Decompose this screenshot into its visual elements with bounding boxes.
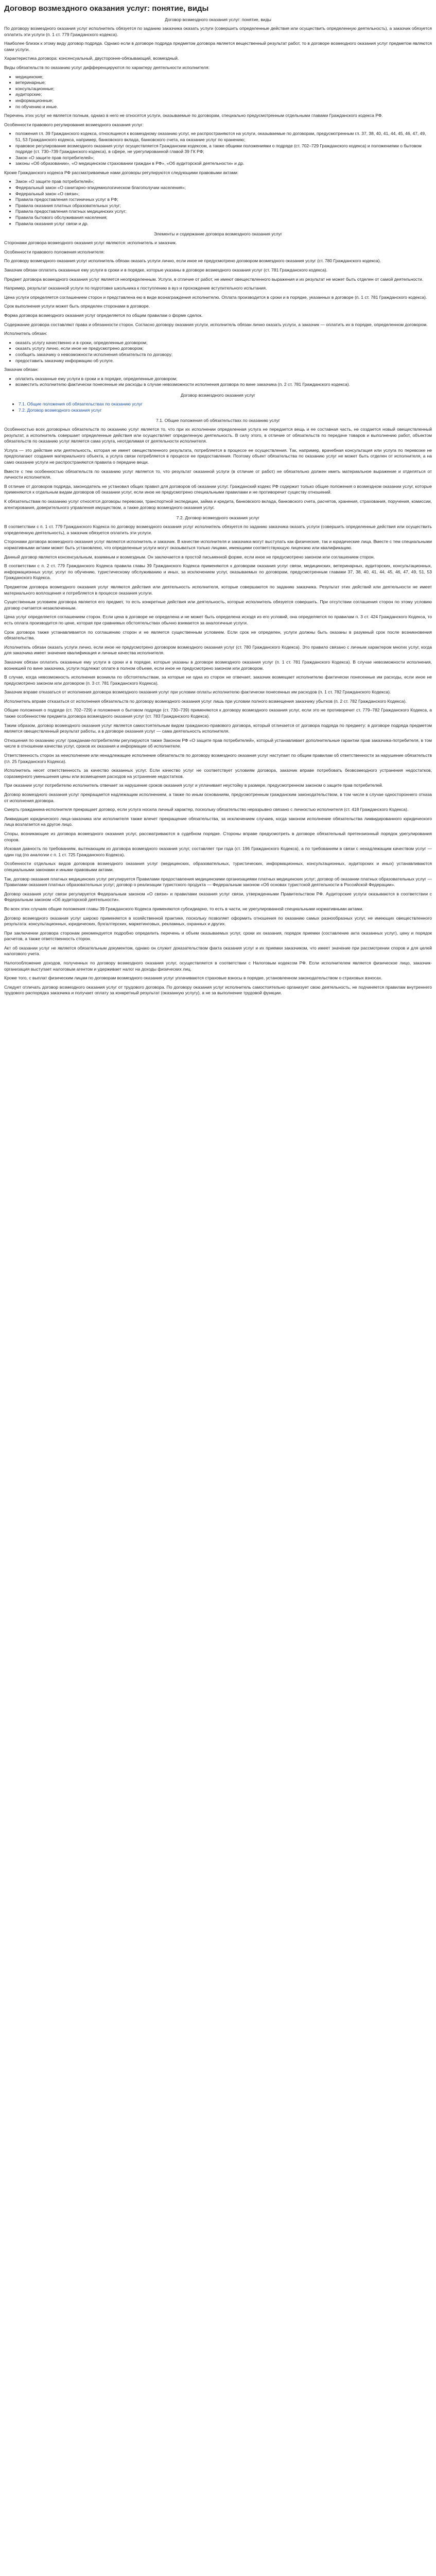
paragraph: Услуга — это действие или деятельность, которая не имеет овеществленного результата, потребляется в процессе ее осуществления. Так, например, врачебная консультация или услуга по перевозке не предполагают создания материального объекта, а услуга связи потребляется в процессе ее предоставления. Поэтому объект обязательства по оказанию услуг не может быть отделен от исполнителя, а на само оказание услуги не распространяются правила о передаче вещи. [4,447,432,465]
list-item: • законы «Об образовании», «О медицинском страховании граждан в РФ», «Об аудиторской деятельности» и др. [15,161,432,167]
paragraph: Характеристика договора: консенсуальный, двусторонне-обязывающий, возмездный. [4,56,179,61]
paragraph: Существенным условием договора является его предмет, то есть конкретные действия или деятельность, которые исполнитель обязуется совершить. При отсутствии соглашения сторон по этому условию договор считается незаключенным. [4,599,432,611]
toc-link-section-7-1[interactable]: 7.1. Общие положения об обязательствах по оказанию услуг [19,401,143,406]
paragraph: Кроме Гражданского кодекса РФ рассматриваемые нами договоры регулируются следующими правовыми актами: [4,170,239,175]
paragraph: Ответственность сторон за неисполнение или ненадлежащее исполнение обязательств по договору возмездного оказания услуг наступает по общим правилам об ответственности за нарушение обязательств (гл. 25 Гражданского Кодекса). [4,753,432,764]
paragraph: Отношения по оказанию услуг гражданам-потребителям регулируются также Законом РФ «О защите прав потребителей», который устанавливает дополнительные гарантии прав заказчика-потребителя, в том числе в отношении качества услуг, сроков их оказания и информации об исполнителе. [4,737,432,749]
paragraph: Споры, возникающие из договора возмездного оказания услуг, рассматриваются в судебном порядке. Стороны вправе предусмотреть в договоре обязательный претензионный порядок урегулирования споров. [4,831,432,842]
list-item: • Закон «О защите прав потребителей»; [15,155,432,161]
paragraph: Цена услуги определяется соглашением сторон и представлена ею в виде вознаграждения исполнителю. Оплата производится в сроки и в порядке, указанных в договоре (п. 1 ст. 781 Гражданского кодекса). [4,294,427,300]
toc-link-section-7-2[interactable]: 7.2. Договор возмездного оказания услуг [19,407,102,413]
paragraph: Перечень этих услуг не является полным, однако в него не относятся услуги, оказываемые по договорам, специально предусмотренным отдельными главами Гражданского кодекса РФ. [4,113,383,118]
paragraph: Исковая давность по требованиям, вытекающим из договора возмездного оказания услуг, составляет три года (ст. 196 Гражданского Кодекса), а по требованиям в связи с ненадлежащим качеством услуг — один год (по аналогии с п. 1 ст. 725 Гражданского Кодекса). [4,846,432,857]
paragraph: Общие положения о подряде (ст. 702–729) и положения о бытовом подряде (ст. 730–739) применяются к договору возмездного оказания услуг, если это не противоречит ст. 779–782 Гражданского Кодекса, а также особенностям предмета договора возмездного оказания услуг (ст. 783 Гражданского Кодекса). [4,707,432,719]
executor-duties-list [4,340,432,364]
paragraph: Заказчик обязан оплатить оказанные ему услуги в сроки и в порядке, которые указаны в договоре возмездного оказания услуг (п. 1 ст. 781 Гражданского Кодекса). В случае невозможности исполнения, возникшей по вине заказчика, услуги подлежат оплате в полном объеме, если иное не предусмотрено законом или договором. [4,659,432,671]
paragraph: Форма договора возмездного оказания услуг определяется по общим правилам о форме сделок. [4,312,203,318]
paragraph: Исполнитель несет ответственность за качество оказанных услуг. Если качество услуг не соответствует условиям договора, заказчик вправе потребовать безвозмездного устранения недостатков, соразмерного уменьшения цены или возмещения расходов на устранение недостатков. [4,768,432,779]
paragraph: Особенности правового регулирования возмездного оказания услуг: [4,122,144,127]
paragraph: Исполнитель обязан: [4,331,47,336]
paragraph: Заказчик обязан: [4,367,39,372]
paragraph: Цена услуг определяется соглашением сторон. Если цена в договоре не определена и не может быть определена исходя из его условий, она определяется по правилам п. 3 ст. 424 Гражданского Кодекса, то есть оплата производится по цене, которая при сравнимых обстоятельствах обычно взимается за аналогичные услуги. [4,614,432,625]
list-item: • оказать услугу качественно и в сроки, определенные договором; [15,340,432,346]
document-subtitle: Договор возмездного оказания услуг: понятие, виды [165,17,271,22]
page-title: Договор возмездного оказания услуг: понятие, виды [4,4,209,13]
paragraph: Сторонами договора возмездного оказания услуг являются исполнитель и заказчик. В качестве исполнителя и заказчика могут выступать как физические, так и юридические лица. Вместе с тем специальными нормативными актами может быть установлено, что определенные услуги могут оказываться только лицами, имеющими соответствующую лицензию или квалификацию. [4,539,432,550]
paragraph: При заключении договора сторонам рекомендуется подробно определить перечень и объем оказываемых услуг, сроки их оказания, порядок приемки (составление акта оказанных услуг), цену и порядок расчетов, а также ответственность сторон. [4,930,432,942]
toc-item [19,401,432,408]
paragraph: Кроме того, с выплат физическим лицам по договорам возмездного оказания услуг уплачиваются страховые взносы в порядке, установленном законодательством о страховых взносах. [4,975,382,981]
paragraph: Сторонами договора возмездного оказания услуг являются: исполнитель и заказчик. [4,240,177,246]
list-item: • возместить исполнителю фактически понесенные им расходы в случае невозможности исполнения договора по вине заказчика (п. 2 ст. 781 Гражданского кодекса). [15,382,432,388]
paragraph: Так, договор оказания платных медицинских услуг регулируется Правилами предоставления медицинскими организациями платных медицинских услуг; договор об оказании платных образовательных услуг — Правилами оказания платных образовательных услуг; договор о реализации туристского продукта — Федеральным законом «Об основах туристской деятельности в Российской Федерации». [4,876,432,888]
paragraph: Виды обязательств по оказанию услуг дифференцируются по характеру деятельности исполнителя: [4,64,210,70]
paragraph: Смерть гражданина-исполнителя прекращает договор, если услуга носила личный характер, поскольку обязательство неразрывно связано с личностью исполнителя (ст. 418 Гражданского Кодекса). [4,807,409,812]
list-item: • Закон «О защите прав потребителей»; [15,179,432,185]
list-item: • ветеринарные; [15,80,432,86]
toc-heading: Договор возмездного оказания услуг [181,392,255,398]
list-item: • аудиторские; [15,92,432,98]
table-of-contents [4,401,432,413]
paragraph: Содержание договора составляют права и обязанности сторон. Согласно договору оказания услуги, исполнитель обязан лично оказать услуги, а заказчик — оплатить их в порядке, определенном договором. [4,321,428,327]
section-heading-7-1: 7.1. Общие положения об обязательствах по оказанию услуг [156,418,280,423]
list-item: • Правила оказания услуг связи и др. [15,221,432,227]
paragraph: Договор возмездного оказания услуг прекращается надлежащим исполнением, а также по иным основаниям, предусмотренным гражданским законодательством, в том числе в случае одностороннего отказа от исполнения договора. [4,792,432,803]
paragraph: Исполнитель обязан оказать услуги лично, если иное не предусмотрено договором возмездного оказания услуг (ст. 780 Гражданского Кодекса). Это правило связано с личным характером многих услуг, когда для заказчика имеет значение квалификация и личные качества исполнителя. [4,644,432,656]
paragraph: В случае, когда невозможность исполнения возникла по обстоятельствам, за которые ни одна из сторон не отвечает, заказчик возмещает исполнителю фактически понесенные им расходы, если иное не предусмотрено законом или договором (п. 3 ст. 781 Гражданского Кодекса). [4,674,432,686]
paragraph: Во всех этих случаях общие положения главы 39 Гражданского Кодекса применяются субсидиарно, то есть в части, не урегулированной специальными нормативными актами. [4,906,363,911]
paragraph: Заказчик обязан оплатить оказанные ему услуги в сроки и в порядке, которые указаны в договоре возмездного оказания услуг (ст. 781 Гражданского кодекса). [4,267,327,273]
paragraph: Наиболее близок к этому виду договор подряда. Однако если в договоре подряда предметом договора является вещественный результат работ, то в договоре возмездного оказания услуг предметом являются сами услуги. [4,41,432,52]
section-heading: Элементы и содержание договора возмездного оказания услуг [153,231,283,237]
list-item: • Правила оказания платных образовательных услуг; [15,203,432,209]
paragraph: По договору возмездного оказания услуг исполнитель обязан оказать услуги лично, если иное не предусмотрено договором возмездного оказания услуг (ст. 780 Гражданского кодекса). [4,258,381,264]
paragraph: К обязательствам по оказанию услуг относятся договоры перевозки, транспортной экспедиции, займа и кредита, банковского вклада, банковского счета, расчетов, хранения, страхования, поручения, комиссии, агентирования, доверительного управления имуществом, а также договор возмездного оказания услуг. [4,499,432,510]
paragraph: Договор оказания услуг связи регулируется Федеральным законом «О связи» и правилами оказания услуг связи, утвержденными Правительством РФ. Аудиторские услуги оказываются в соответствии с Федеральным законом «Об аудиторской деятельности». [4,891,432,903]
list-item: • по обучению и иные. [15,104,432,110]
document [0,0,436,1006]
paragraph: Предмет договора возмездного оказания услуг является неопределенным. Услуги, в отличие от работ, не имеют овеществленного выражения и их результат не может быть отделен от самой деятельности. [4,276,424,282]
acts-list [4,179,432,227]
paragraph: Особенности правового положения исполнителя: [4,249,105,255]
paragraph: Заказчик вправе отказаться от исполнения договора возмездного оказания услуг при условии оплаты исполнителю фактически понесенных им расходов (п. 1 ст. 782 Гражданского Кодекса). [4,689,391,695]
service-types-list [4,74,432,110]
toc-item [19,408,432,414]
list-item: • положения гл. 39 Гражданского кодекса, относящиеся к возмездному оказанию услуг, не распространяются на услуги, оказываемые по договорам, предусмотренным гл. 37, 38, 40, 41, 44, 45, 46, 47, 49, 51, 53 Гражданского кодекса, например, банковского вклада, банковского счета, на оказание услуг по хранению; [15,131,432,143]
paragraph: В соответствии с п. 2 ст. 779 Гражданского Кодекса правила главы 39 Гражданского Кодекса применяются к договорам оказания услуг связи, медицинских, ветеринарных, аудиторских, консультационных, информационных услуг, услуг по обучению, туристическому обслуживанию и иных, за исключением услуг, оказываемых по договорам, предусмотренным главами 37, 38, 40, 41, 44, 45, 46, 47, 49, 51, 53 Гражданского Кодекса. [4,563,432,581]
customer-duties-list [4,376,432,388]
paragraph: Срок выполнения услуги может быть определен сторонами в договоре. [4,303,150,309]
list-item: • консультационные; [15,86,432,92]
list-item: • Федеральный закон «О связи»; [15,191,432,197]
list-item: • Правила предоставления платных медицинских услуг; [15,209,432,215]
regulation-list [4,131,432,167]
paragraph: По договору возмездного оказания услуг исполнитель обязуется по заданию заказчика оказать услуги (совершить определенные действия или осуществить определенную деятельность), а заказчик обязуется оплатить эти услуги (п. 1 ст. 779 Гражданского кодекса). [4,26,432,37]
paragraph: Например, результат оказанной услуги по подготовке школьника к поступлению в вуз и прохождение вступительного испытания. [4,285,267,291]
paragraph: При оказании услуг потребителю исполнитель отвечает за нарушение сроков оказания услуг и уплачивает неустойку в размере, предусмотренном законом о защите прав потребителей. [4,783,383,788]
paragraph: В соответствии с п. 1 ст. 779 Гражданского Кодекса по договору возмездного оказания услуг исполнитель обязуется по заданию заказчика оказать услуги (совершить определенные действия или осуществить определенную деятельность), а заказчик обязуется оплатить эти услуги. [4,524,432,535]
paragraph: Предметом договора возмездного оказания услуг являются действия или деятельность исполнителя, которые совершаются по заданию заказчика. Результат этих действий или деятельности не имеет материального воплощения и потребляется в процессе оказания услуги. [4,584,432,596]
paragraph: Исполнитель вправе отказаться от исполнения обязательств по договору возмездного оказания услуг лишь при условии полного возмещения заказчику убытков (п. 2 ст. 782 Гражданского Кодекса). [4,698,407,704]
paragraph: Следует отличать договор возмездного оказания услуг от трудового договора. По договору оказания услуг исполнитель самостоятельно организует свою деятельность, не подчиняется правилам внутреннего трудового распорядка заказчика и получает оплату за конкретный результат (оказанную услугу), а не за выполнение трудовой функции. [4,984,432,996]
list-item: • Федеральный закон «О санитарно-эпидемиологическом благополучии населения»; [15,185,432,191]
paragraph: Акт об оказании услуг не является обязательным документом, однако он служит доказательством факта оказания услуг и их приемки заказчиком, что имеет значение при рассмотрении споров и для целей налогового учета. [4,945,432,957]
paragraph: Таким образом, договор возмездного оказания услуг является самостоятельным видом гражданско-правового договора, который отличается от договора подряда по предмету: в договоре подряда предметом является овеществленный результат работы, а в договоре оказания услуг — сама деятельность исполнителя. [4,722,432,734]
list-item: • предоставить заказчику информацию об услуге. [15,358,432,364]
list-item: • оплатить оказанные ему услуги в сроки и в порядке, определенные договором; [15,376,432,382]
list-item: • сообщить заказчику о невозможности исполнения обязательств по договору; [15,352,432,358]
section-heading-7-2: 7.2. Договор возмездного оказания услуг [176,515,260,521]
paragraph: В отличие от договоров подряда, законодатель не установил общих правил для договоров об оказании услуг. Гражданский кодекс РФ содержит только общие положения о возмездном оказании услуг, которые применяются к отдельным видам договоров об оказании услуг, если иное не предусмотрено специальными правилами и не противоречит существу отношений. [4,483,432,495]
paragraph: Данный договор является консенсуальным, взаимным и возмездным. Он заключается в простой письменной форме, если иное не предусмотрено законом или соглашением сторон. [4,554,375,560]
paragraph: Особенности отдельных видов договоров возмездного оказания услуг (медицинских, образовательных, туристических, информационных, консультационных, аудиторских и иных) устанавливаются специальными законами и иными правовыми актами. [4,861,432,872]
list-item: • правовое регулирование возмездного оказания услуг осуществляется Гражданским кодексом, а также общими положениями о подряде (ст. 702–729 Гражданского кодекса) и положениями о бытовом подряде (ст. 730–739 Гражданского кодекса), в сфере, не урегулированной главой 39 ГК РФ; [15,143,432,155]
paragraph: Срок договора также устанавливается по соглашению сторон и не является существенным условием. Если срок не определен, услуги должны быть оказаны в разумный срок после возникновения обязательства. [4,629,432,641]
list-item: • Правила предоставления гостиничных услуг в РФ; [15,197,432,203]
list-item: • информационные; [15,98,432,104]
paragraph: Налогообложение доходов, полученных по договору возмездного оказания услуг, осуществляется в соответствии с Налоговым кодексом РФ. Если исполнителем является физическое лицо, заказчик-организация выступает налоговым агентом и удерживает налог на доходы физических лиц. [4,960,432,972]
paragraph: Ликвидация юридического лица-заказчика или исполнителя также влечет прекращение обязательства, за исключением случаев, когда законом исполнение обязательства ликвидированного юридического лица возлагается на другое лицо. [4,816,432,827]
paragraph: Вместе с тем особенностью обязательств по оказанию услуг является то, что результат оказанной услуги (в отличие от работ) не обязательно должен иметь материальное выражение и отделяться от личности исполнителя. [4,468,432,480]
paragraph: Договор возмездного оказания услуг широко применяется в хозяйственной практике, поскольку позволяет оформить отношения по оказанию самых разнообразных услуг, не имеющих овеществленного результата: консультационных, юридических, бухгалтерских, маркетинговых, рекламных, охранных и других. [4,915,432,927]
list-item: • медицинские; [15,74,432,80]
list-item: • Правила бытового обслуживания населения; [15,215,432,221]
list-item: • оказать услугу лично, если иное не предусмотрено договором; [15,346,432,352]
paragraph: Особенностью всех договорных обязательств по оказанию услуг является то, что при их исполнении определенная услуга не передается вещь и ее составная часть, не создается новый овеществленный результат, а исполнитель совершает определенные действия или осуществляет определенную деятельность. В силу этого, в отличие от обязательств по передаче товаров и выполнению работ, объектом обязательств по оказанию услуг является сама услуга, неотделимая от деятельности исполнителя. [4,427,432,444]
